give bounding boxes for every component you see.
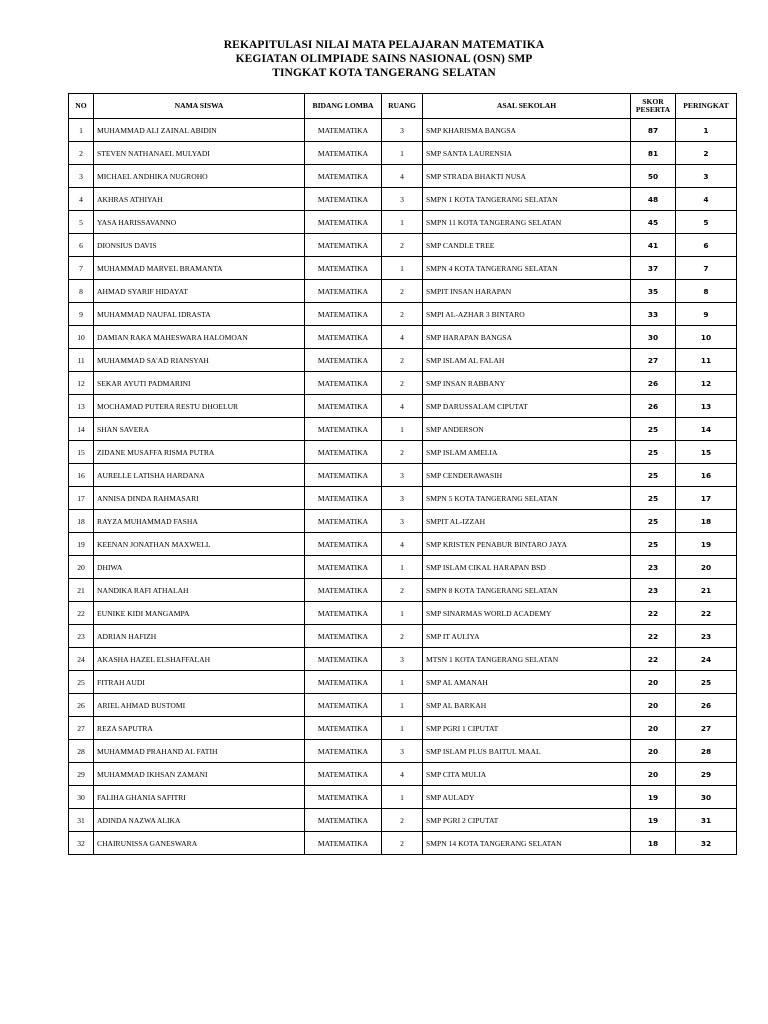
header-skor-peserta	[631, 94, 676, 119]
cell-asal-sekolah: SMP HARAPAN BANGSA	[423, 326, 631, 349]
cell-no: 15	[69, 441, 94, 464]
cell-nama-siswa: MOCHAMAD PUTERA RESTU DHOELUR	[94, 395, 305, 418]
cell-nama-siswa: YASA HARISSAVANNO	[94, 211, 305, 234]
cell-skor: 30	[631, 326, 676, 349]
cell-peringkat: 8	[676, 280, 737, 303]
cell-skor: 48	[631, 188, 676, 211]
cell-bidang-lomba: MATEMATIKA	[305, 763, 382, 786]
table-row	[69, 579, 737, 602]
cell-asal-sekolah: SMP STRADA BHAKTI NUSA	[423, 165, 631, 188]
cell-ruang: 2	[382, 809, 423, 832]
cell-no: 5	[69, 211, 94, 234]
cell-ruang: 4	[382, 395, 423, 418]
cell-skor: 25	[631, 418, 676, 441]
cell-bidang-lomba: MATEMATIKA	[305, 349, 382, 372]
cell-ruang: 1	[382, 257, 423, 280]
header-skor-line1: SKOR	[642, 97, 664, 106]
cell-nama-siswa: NANDIKA RAFI ATHALAH	[94, 579, 305, 602]
cell-skor: 23	[631, 556, 676, 579]
cell-peringkat: 20	[676, 556, 737, 579]
cell-skor: 19	[631, 809, 676, 832]
table-row	[69, 533, 737, 556]
cell-no: 24	[69, 648, 94, 671]
cell-ruang: 1	[382, 671, 423, 694]
cell-no: 29	[69, 763, 94, 786]
table-row	[69, 625, 737, 648]
table-row	[69, 602, 737, 625]
table-row	[69, 119, 737, 142]
cell-skor: 25	[631, 510, 676, 533]
cell-asal-sekolah: SMPN 11 KOTA TANGERANG SELATAN	[423, 211, 631, 234]
cell-nama-siswa: STEVEN NATHANAEL MULYADI	[94, 142, 305, 165]
cell-ruang: 3	[382, 188, 423, 211]
cell-skor: 20	[631, 694, 676, 717]
table-row	[69, 786, 737, 809]
cell-ruang: 2	[382, 625, 423, 648]
cell-bidang-lomba: MATEMATIKA	[305, 211, 382, 234]
table-row	[69, 487, 737, 510]
cell-peringkat: 22	[676, 602, 737, 625]
cell-asal-sekolah: SMP INSAN RABBANY	[423, 372, 631, 395]
cell-skor: 26	[631, 372, 676, 395]
cell-ruang: 4	[382, 763, 423, 786]
cell-no: 7	[69, 257, 94, 280]
cell-asal-sekolah: SMP AL AMANAH	[423, 671, 631, 694]
cell-skor: 33	[631, 303, 676, 326]
cell-asal-sekolah: MTSN 1 KOTA TANGERANG SELATAN	[423, 648, 631, 671]
table-row	[69, 280, 737, 303]
cell-bidang-lomba: MATEMATIKA	[305, 556, 382, 579]
cell-asal-sekolah: SMP DARUSSALAM CIPUTAT	[423, 395, 631, 418]
cell-ruang: 2	[382, 303, 423, 326]
cell-asal-sekolah: SMPIT AL-IZZAH	[423, 510, 631, 533]
cell-bidang-lomba: MATEMATIKA	[305, 418, 382, 441]
cell-peringkat: 21	[676, 579, 737, 602]
table-row	[69, 648, 737, 671]
table-row	[69, 740, 737, 763]
cell-bidang-lomba: MATEMATIKA	[305, 832, 382, 855]
table-row	[69, 395, 737, 418]
cell-nama-siswa: REZA SAPUTRA	[94, 717, 305, 740]
cell-asal-sekolah: SMPN 5 KOTA TANGERANG SELATAN	[423, 487, 631, 510]
cell-no: 27	[69, 717, 94, 740]
header-ruang: RUANG	[382, 94, 423, 119]
cell-no: 25	[69, 671, 94, 694]
title-line-3: TINGKAT KOTA TANGERANG SELATAN	[272, 67, 496, 79]
cell-asal-sekolah: SMPN 1 KOTA TANGERANG SELATAN	[423, 188, 631, 211]
cell-ruang: 3	[382, 487, 423, 510]
cell-no: 31	[69, 809, 94, 832]
cell-ruang: 2	[382, 280, 423, 303]
cell-asal-sekolah: SMP CANDLE TREE	[423, 234, 631, 257]
cell-bidang-lomba: MATEMATIKA	[305, 280, 382, 303]
cell-skor: 26	[631, 395, 676, 418]
cell-bidang-lomba: MATEMATIKA	[305, 441, 382, 464]
cell-peringkat: 12	[676, 372, 737, 395]
cell-nama-siswa: DHIWA	[94, 556, 305, 579]
cell-no: 30	[69, 786, 94, 809]
cell-bidang-lomba: MATEMATIKA	[305, 303, 382, 326]
cell-peringkat: 13	[676, 395, 737, 418]
cell-bidang-lomba: MATEMATIKA	[305, 694, 382, 717]
cell-asal-sekolah: SMP SANTA LAURENSIA	[423, 142, 631, 165]
cell-asal-sekolah: SMP ISLAM AMELIA	[423, 441, 631, 464]
cell-asal-sekolah: SMP ISLAM CIKAL HARAPAN BSD	[423, 556, 631, 579]
cell-nama-siswa: MUHAMMAD ALI ZAINAL ABIDIN	[94, 119, 305, 142]
cell-no: 26	[69, 694, 94, 717]
cell-bidang-lomba: MATEMATIKA	[305, 786, 382, 809]
table-row	[69, 257, 737, 280]
cell-peringkat: 24	[676, 648, 737, 671]
cell-bidang-lomba: MATEMATIKA	[305, 740, 382, 763]
cell-no: 28	[69, 740, 94, 763]
cell-bidang-lomba: MATEMATIKA	[305, 234, 382, 257]
cell-peringkat: 32	[676, 832, 737, 855]
cell-no: 3	[69, 165, 94, 188]
cell-ruang: 1	[382, 786, 423, 809]
cell-ruang: 2	[382, 349, 423, 372]
cell-ruang: 4	[382, 165, 423, 188]
cell-nama-siswa: AURELLE LATISHA HARDANA	[94, 464, 305, 487]
cell-ruang: 1	[382, 602, 423, 625]
cell-bidang-lomba: MATEMATIKA	[305, 188, 382, 211]
cell-ruang: 3	[382, 510, 423, 533]
table-row	[69, 211, 737, 234]
cell-nama-siswa: KEENAN JONATHAN MAXWELL	[94, 533, 305, 556]
cell-skor: 25	[631, 441, 676, 464]
table-row	[69, 418, 737, 441]
cell-peringkat: 19	[676, 533, 737, 556]
cell-no: 17	[69, 487, 94, 510]
cell-nama-siswa: DAMIAN RAKA MAHESWARA HALOMOAN	[94, 326, 305, 349]
cell-no: 16	[69, 464, 94, 487]
cell-no: 14	[69, 418, 94, 441]
cell-asal-sekolah: SMPN 8 KOTA TANGERANG SELATAN	[423, 579, 631, 602]
cell-nama-siswa: MUHAMMAD SA'AD RIANSYAH	[94, 349, 305, 372]
document-title	[0, 38, 768, 80]
cell-peringkat: 11	[676, 349, 737, 372]
cell-bidang-lomba: MATEMATIKA	[305, 165, 382, 188]
cell-skor: 20	[631, 763, 676, 786]
cell-peringkat: 1	[676, 119, 737, 142]
cell-skor: 25	[631, 464, 676, 487]
cell-no: 9	[69, 303, 94, 326]
cell-asal-sekolah: SMPI AL-AZHAR 3 BINTARO	[423, 303, 631, 326]
cell-bidang-lomba: MATEMATIKA	[305, 579, 382, 602]
table-row	[69, 717, 737, 740]
cell-asal-sekolah: SMP AL BARKAH	[423, 694, 631, 717]
cell-asal-sekolah: SMP AULADY	[423, 786, 631, 809]
cell-peringkat: 16	[676, 464, 737, 487]
cell-bidang-lomba: MATEMATIKA	[305, 625, 382, 648]
cell-skor: 20	[631, 671, 676, 694]
cell-nama-siswa: ANNISA DINDA RAHMASARI	[94, 487, 305, 510]
cell-no: 12	[69, 372, 94, 395]
cell-ruang: 3	[382, 648, 423, 671]
cell-nama-siswa: SEKAR AYUTI PADMARINI	[94, 372, 305, 395]
cell-bidang-lomba: MATEMATIKA	[305, 809, 382, 832]
title-line-1: REKAPITULASI NILAI MATA PELAJARAN MATEMATIKA	[223, 39, 545, 51]
cell-nama-siswa: MUHAMMAD PRAHAND AL FATIH	[94, 740, 305, 763]
results-table	[68, 93, 737, 855]
cell-skor: 45	[631, 211, 676, 234]
table-row	[69, 694, 737, 717]
table-row	[69, 671, 737, 694]
cell-peringkat: 7	[676, 257, 737, 280]
cell-skor: 50	[631, 165, 676, 188]
cell-ruang: 4	[382, 533, 423, 556]
cell-bidang-lomba: MATEMATIKA	[305, 602, 382, 625]
cell-ruang: 1	[382, 211, 423, 234]
cell-no: 11	[69, 349, 94, 372]
cell-peringkat: 29	[676, 763, 737, 786]
cell-no: 2	[69, 142, 94, 165]
cell-bidang-lomba: MATEMATIKA	[305, 142, 382, 165]
cell-nama-siswa: ZIDANE MUSAFFA RISMA PUTRA	[94, 441, 305, 464]
cell-nama-siswa: ARIEL AHMAD BUSTOMI	[94, 694, 305, 717]
cell-asal-sekolah: SMPIT INSAN HARAPAN	[423, 280, 631, 303]
cell-ruang: 3	[382, 740, 423, 763]
cell-peringkat: 3	[676, 165, 737, 188]
cell-peringkat: 6	[676, 234, 737, 257]
cell-no: 32	[69, 832, 94, 855]
cell-skor: 35	[631, 280, 676, 303]
cell-nama-siswa: MUHAMMAD NAUFAL IDRASTA	[94, 303, 305, 326]
cell-asal-sekolah: SMP PGRI 2 CIPUTAT	[423, 809, 631, 832]
cell-bidang-lomba: MATEMATIKA	[305, 326, 382, 349]
cell-bidang-lomba: MATEMATIKA	[305, 257, 382, 280]
cell-peringkat: 25	[676, 671, 737, 694]
cell-nama-siswa: MICHAEL ANDHIKA NUGROHO	[94, 165, 305, 188]
cell-skor: 22	[631, 648, 676, 671]
cell-skor: 20	[631, 740, 676, 763]
cell-skor: 18	[631, 832, 676, 855]
table-body	[69, 119, 737, 855]
cell-nama-siswa: MUHAMMAD IKHSAN ZAMANI	[94, 763, 305, 786]
cell-peringkat: 2	[676, 142, 737, 165]
cell-asal-sekolah: SMP PGRI 1 CIPUTAT	[423, 717, 631, 740]
cell-asal-sekolah: SMP ANDERSON	[423, 418, 631, 441]
cell-skor: 20	[631, 717, 676, 740]
cell-nama-siswa: FALIHA GHANIA SAFITRI	[94, 786, 305, 809]
cell-skor: 81	[631, 142, 676, 165]
cell-no: 20	[69, 556, 94, 579]
cell-nama-siswa: CHAIRUNISSA GANESWARA	[94, 832, 305, 855]
cell-asal-sekolah: SMP ISLAM PLUS BAITUL MAAL	[423, 740, 631, 763]
cell-bidang-lomba: MATEMATIKA	[305, 372, 382, 395]
cell-bidang-lomba: MATEMATIKA	[305, 395, 382, 418]
cell-ruang: 3	[382, 119, 423, 142]
cell-peringkat: 4	[676, 188, 737, 211]
cell-no: 19	[69, 533, 94, 556]
cell-asal-sekolah: SMPN 4 KOTA TANGERANG SELATAN	[423, 257, 631, 280]
cell-asal-sekolah: SMP IT AULIYA	[423, 625, 631, 648]
cell-nama-siswa: AHMAD SYARIF HIDAYAT	[94, 280, 305, 303]
cell-bidang-lomba: MATEMATIKA	[305, 487, 382, 510]
cell-no: 10	[69, 326, 94, 349]
cell-bidang-lomba: MATEMATIKA	[305, 648, 382, 671]
cell-bidang-lomba: MATEMATIKA	[305, 119, 382, 142]
cell-skor: 23	[631, 579, 676, 602]
cell-skor: 37	[631, 257, 676, 280]
cell-peringkat: 23	[676, 625, 737, 648]
cell-skor: 25	[631, 533, 676, 556]
cell-ruang: 2	[382, 372, 423, 395]
table-row	[69, 349, 737, 372]
header-asal-sekolah: ASAL SEKOLAH	[423, 94, 631, 119]
cell-skor: 22	[631, 625, 676, 648]
cell-asal-sekolah: SMP KHARISMA BANGSA	[423, 119, 631, 142]
header-no: NO	[69, 94, 94, 119]
cell-skor: 19	[631, 786, 676, 809]
table-row	[69, 303, 737, 326]
cell-peringkat: 26	[676, 694, 737, 717]
cell-peringkat: 5	[676, 211, 737, 234]
cell-ruang: 3	[382, 464, 423, 487]
cell-skor: 27	[631, 349, 676, 372]
header-bidang-lomba: BIDANG LOMBA	[305, 94, 382, 119]
header-row	[69, 94, 737, 119]
header-peringkat: PERINGKAT	[676, 94, 737, 119]
table-row	[69, 234, 737, 257]
cell-skor: 87	[631, 119, 676, 142]
cell-peringkat: 28	[676, 740, 737, 763]
cell-no: 8	[69, 280, 94, 303]
cell-nama-siswa: AKASHA HAZEL ELSHAFFALAH	[94, 648, 305, 671]
cell-ruang: 4	[382, 326, 423, 349]
table-row	[69, 188, 737, 211]
table-row	[69, 372, 737, 395]
cell-nama-siswa: EUNIKE KIDI MANGAMPA	[94, 602, 305, 625]
cell-asal-sekolah: SMP CENDERAWASIH	[423, 464, 631, 487]
cell-nama-siswa: SHAN SAVERA	[94, 418, 305, 441]
cell-bidang-lomba: MATEMATIKA	[305, 671, 382, 694]
cell-ruang: 2	[382, 441, 423, 464]
header-skor-line2: PESERTA	[635, 105, 671, 114]
cell-ruang: 1	[382, 418, 423, 441]
table-row	[69, 510, 737, 533]
cell-bidang-lomba: MATEMATIKA	[305, 510, 382, 533]
cell-no: 1	[69, 119, 94, 142]
table-row	[69, 326, 737, 349]
cell-nama-siswa: FITRAH AUDI	[94, 671, 305, 694]
cell-peringkat: 30	[676, 786, 737, 809]
cell-peringkat: 9	[676, 303, 737, 326]
cell-peringkat: 27	[676, 717, 737, 740]
cell-ruang: 1	[382, 694, 423, 717]
cell-nama-siswa: AKHRAS ATHIYAH	[94, 188, 305, 211]
cell-no: 13	[69, 395, 94, 418]
cell-asal-sekolah: SMP KRISTEN PENABUR BINTARO JAYA	[423, 533, 631, 556]
cell-ruang: 2	[382, 234, 423, 257]
table-row	[69, 165, 737, 188]
header-nama-siswa: NAMA SISWA	[94, 94, 305, 119]
cell-nama-siswa: DIONSIUS DAVIS	[94, 234, 305, 257]
table-row	[69, 441, 737, 464]
cell-peringkat: 15	[676, 441, 737, 464]
cell-no: 4	[69, 188, 94, 211]
cell-bidang-lomba: MATEMATIKA	[305, 464, 382, 487]
cell-no: 23	[69, 625, 94, 648]
cell-asal-sekolah: SMPN 14 KOTA TANGERANG SELATAN	[423, 832, 631, 855]
cell-no: 22	[69, 602, 94, 625]
cell-skor: 41	[631, 234, 676, 257]
cell-ruang: 1	[382, 717, 423, 740]
cell-bidang-lomba: MATEMATIKA	[305, 717, 382, 740]
cell-nama-siswa: ADINDA NAZWA ALIKA	[94, 809, 305, 832]
cell-bidang-lomba: MATEMATIKA	[305, 533, 382, 556]
table-row	[69, 832, 737, 855]
cell-peringkat: 18	[676, 510, 737, 533]
table-row	[69, 142, 737, 165]
cell-nama-siswa: MUHAMMAD MARVEL BRAMANTA	[94, 257, 305, 280]
cell-skor: 22	[631, 602, 676, 625]
cell-skor: 25	[631, 487, 676, 510]
cell-peringkat: 31	[676, 809, 737, 832]
cell-nama-siswa: ADRIAN HAFIZH	[94, 625, 305, 648]
cell-peringkat: 14	[676, 418, 737, 441]
cell-asal-sekolah: SMP SINARMAS WORLD ACADEMY	[423, 602, 631, 625]
cell-peringkat: 10	[676, 326, 737, 349]
table-row	[69, 556, 737, 579]
cell-peringkat: 17	[676, 487, 737, 510]
cell-asal-sekolah: SMP ISLAM AL FALAH	[423, 349, 631, 372]
table-row	[69, 464, 737, 487]
table-row	[69, 809, 737, 832]
cell-ruang: 2	[382, 579, 423, 602]
cell-nama-siswa: RAYZA MUHAMMAD FASHA	[94, 510, 305, 533]
title-line-2: KEGIATAN OLIMPIADE SAINS NASIONAL (OSN) SMP	[235, 53, 533, 65]
cell-asal-sekolah: SMP CITA MULIA	[423, 763, 631, 786]
cell-ruang: 1	[382, 556, 423, 579]
cell-no: 6	[69, 234, 94, 257]
cell-ruang: 1	[382, 142, 423, 165]
cell-no: 21	[69, 579, 94, 602]
cell-ruang: 2	[382, 832, 423, 855]
cell-no: 18	[69, 510, 94, 533]
table-row	[69, 763, 737, 786]
